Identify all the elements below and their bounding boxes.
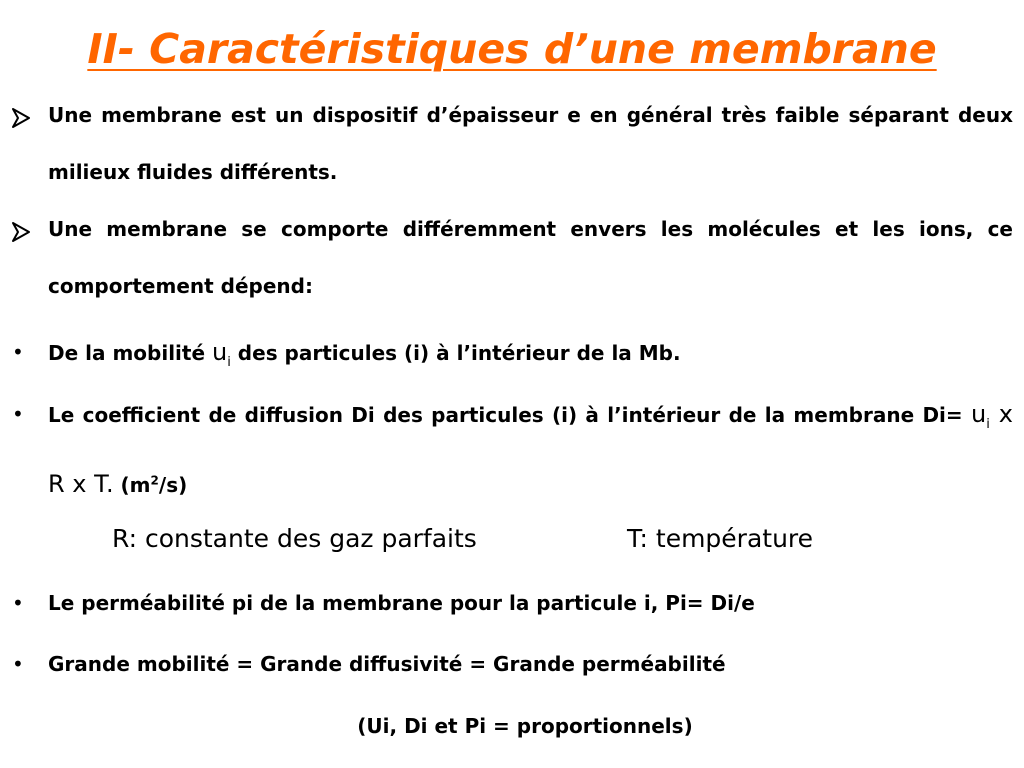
bullet-diffusion-coefficient (48, 386, 1013, 514)
proportional-note: (Ui, Di et Pi = proportionnels) (357, 714, 693, 738)
arrow-bullet-icon (10, 221, 32, 243)
dot-bullet-icon: • (12, 402, 24, 426)
arrow-bullet-icon (10, 107, 32, 129)
diffusion-formula: $u_i$ x R x T. (48, 400, 1013, 499)
diffusion-unit: $(m^2/s)$ (113, 473, 188, 498)
mobility-symbol: $u_i$ (212, 338, 231, 370)
definition-r: R: constante des gaz parfaits (112, 524, 477, 553)
slide-title-text: II- Caractéristiques d’une membrane (87, 25, 937, 73)
bullet-mobility (48, 324, 1013, 391)
mobility-text-before: De la mobilité (48, 341, 212, 365)
dot-bullet-icon: • (12, 591, 24, 615)
bullet-membrane-definition: Une membrane est un dispositif d’épaisseur e en général très faible séparant deux milieux fluides différents. (48, 103, 1013, 184)
diffusion-text-before: Le coefficient de diffusion Di des particules (i) à l’intérieur de la membrane Di= (48, 403, 971, 427)
definition-t: T: température (627, 524, 814, 553)
slide-title (0, 24, 1024, 74)
mobility-text-after: des particules (i) à l’intérieur de la Mb. (230, 341, 681, 365)
bullet-proportionality: Grande mobilité = Grande diffusivité = Grande perméabilité (48, 652, 726, 676)
dot-bullet-icon: • (12, 340, 24, 364)
bullet-membrane-behavior: Une membrane se comporte différemment envers les molécules et les ions, ce comportement dépend: (48, 217, 1013, 298)
bullet-permeability: Le perméabilité pi de la membrane pour la particule i, Pi= Di/e (48, 591, 755, 615)
dot-bullet-icon: • (12, 652, 24, 676)
